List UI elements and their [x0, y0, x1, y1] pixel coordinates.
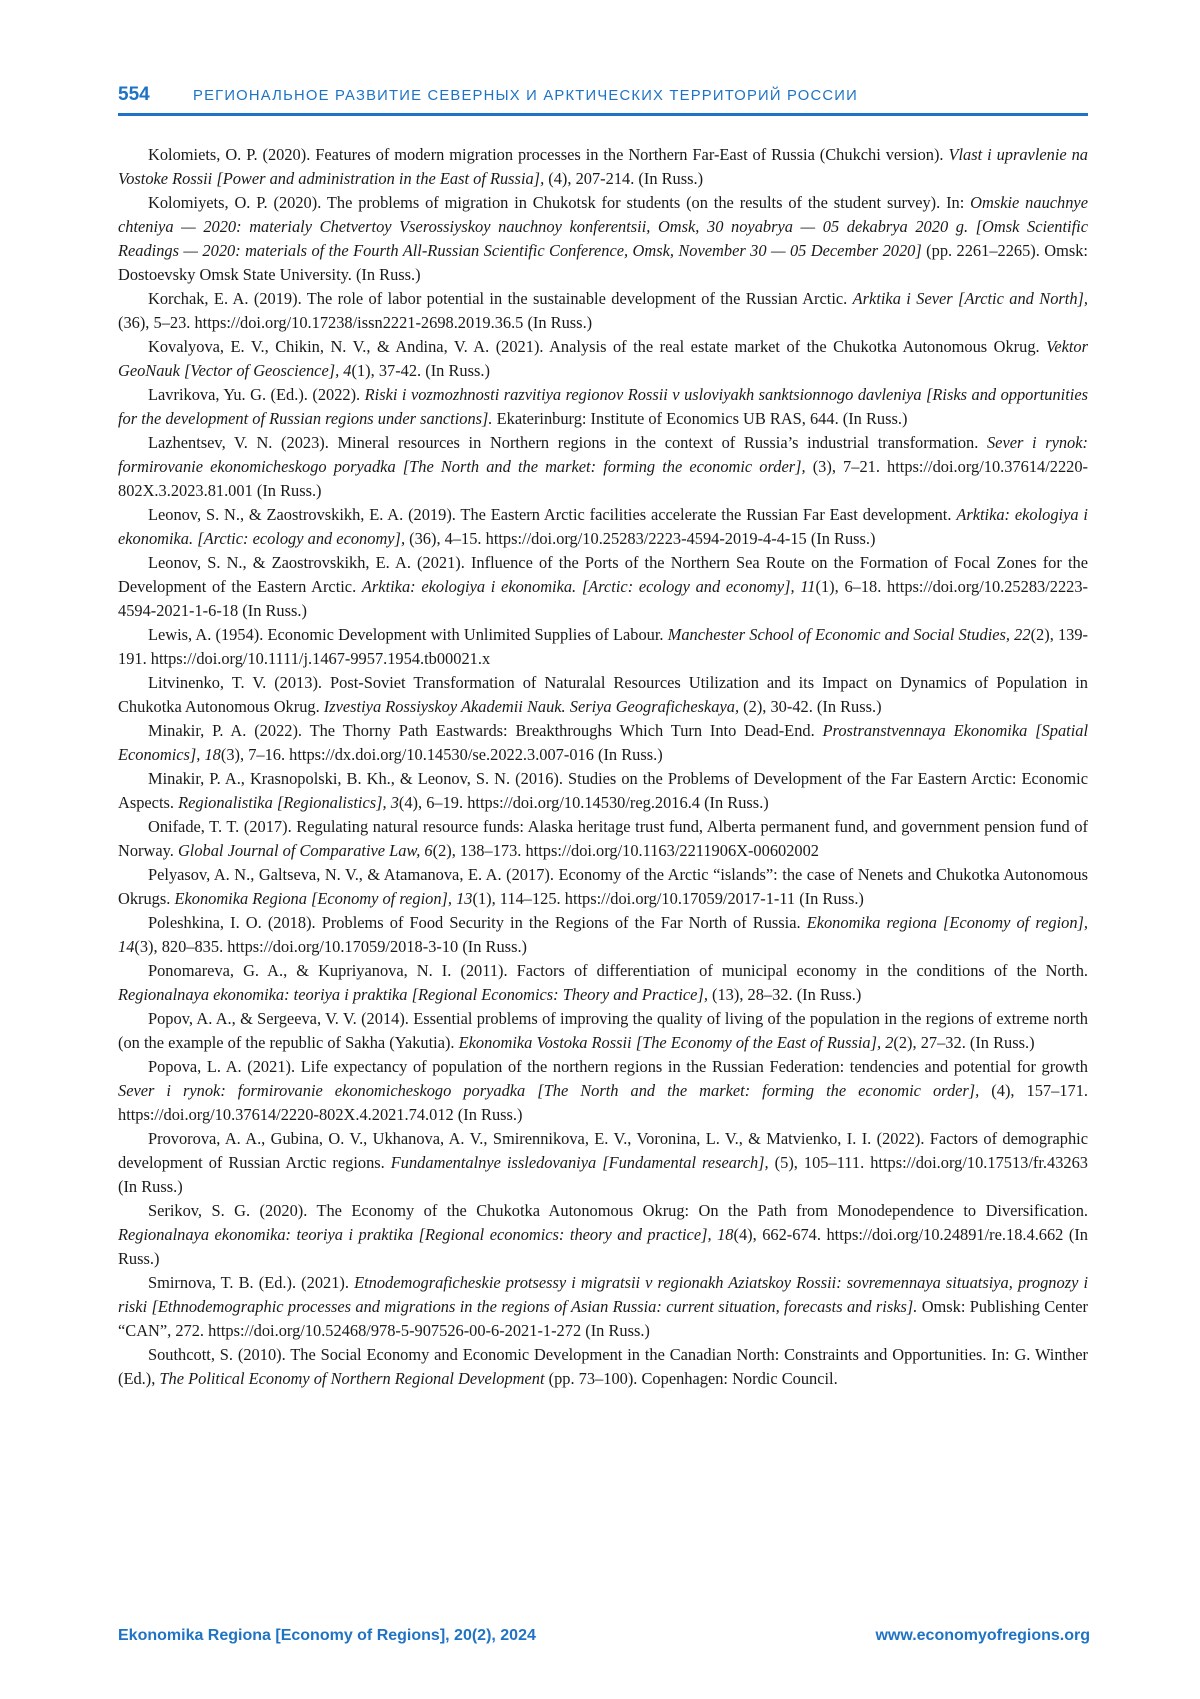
reference-text: Lazhentsev, V. N. (2023). Mineral resources in Northern regions in the context of Russia’s industrial transformation. — [148, 433, 987, 452]
reference-text: Southcott, S. (2010). The Social Economy and Economic Development in the Canadian North: Constraints and Opportunities. In: G. Winther (Ed.), — [118, 1345, 1088, 1388]
reference-item — [118, 959, 1088, 1007]
reference-text: Leonov, S. N., & Zaostrovskikh, E. A. (2021). Influence of the Ports of the Northern Sea Route on the Formation of Focal Zones for the Development of the Eastern Arctic. — [118, 553, 1088, 596]
reference-source: Arktika i Sever [Arctic and North], — [852, 289, 1088, 308]
reference-item — [118, 1271, 1088, 1343]
reference-details: (4), 662-674. https://doi.org/10.24891/re.18.4.662 (In Russ.) — [118, 1225, 1089, 1268]
reference-item — [118, 671, 1088, 719]
reference-source: Regionalnaya ekonomika: teoriya i praktika [Regional economics: theory and practice], 18 — [118, 1225, 734, 1244]
reference-details: (13), 28–32. (In Russ.) — [707, 985, 862, 1004]
reference-source: Ekonomika Vostoka Rossii [The Economy of the East of Russia], 2 — [458, 1033, 894, 1052]
reference-text: Smirnova, T. B. (Ed.). (2021). — [148, 1273, 355, 1292]
reference-source: The Political Economy of Northern Regional Development — [159, 1369, 545, 1388]
reference-details: (1), 6–18. https://doi.org/10.25283/2223-4594-2021-1-6-18 (In Russ.) — [118, 577, 1089, 620]
reference-text: Serikov, S. G. (2020). The Economy of the Chukotka Autonomous Okrug: On the Path from Monodependence to Diversification. — [148, 1201, 1088, 1220]
reference-text: Litvinenko, T. V. (2013). Post-Soviet Transformation of Naturalal Resources Utilization and its Impact on Dynamics of Population in Chukotka Autonomous Okrug. — [118, 673, 1088, 716]
reference-details: (5), 105–111. https://doi.org/10.17513/fr.43263 (In Russ.) — [118, 1153, 1088, 1196]
reference-item — [118, 1127, 1088, 1199]
reference-text: Minakir, P. A., Krasnopolski, B. Kh., & Leonov, S. N. (2016). Studies on the Problems of Development of the Far Eastern Arctic: Economic Aspects. — [118, 769, 1088, 812]
reference-source: Omskie nauchnye chteniya — 2020: materialy Chetvertoy Vserossiyskoy nauchnoy konferentsii, Omsk, 30 noyabrya — 05 dekabrya 2020 g. [Omsk Scientific Readings — 2020: materials of the Fourth All-Russian Scientific Conference, Omsk, November 30 — 05 December 2020] — [118, 193, 1088, 260]
reference-text: Provorova, A. A., Gubina, O. V., Ukhanova, A. V., Smirennikova, E. V., Voronina, L. V., & Matvienko, I. I. (2022). Factors of demographic development of Russian Arctic regions. — [118, 1129, 1088, 1172]
reference-text: Onifade, T. T. (2017). Regulating natural resource funds: Alaska heritage trust fund, Alberta permanent fund, and government pension fund of Norway. — [118, 817, 1088, 860]
reference-details: (36), 4–15. https://doi.org/10.25283/2223-4594-2019-4-4-15 (In Russ.) — [405, 529, 876, 548]
reference-item — [118, 143, 1088, 191]
reference-source: Vlast i upravlenie na Vostoke Rossii [Power and administration in the East of Russia], — [118, 145, 1088, 188]
reference-source: Etnodemograficheskie protsessy i migratsii v regionakh Aziatskoy Rossii: sovremennaya situatsiya, prognozy i riski [Ethnodemographic processes and migrations in the regions of Asian Russia: current situation, forecasts and risks]. — [118, 1273, 1088, 1316]
reference-text: Kolomiyets, O. P. (2020). The problems of migration in Chukotsk for students (on the results of the student survey). In: — [148, 193, 971, 212]
reference-item — [118, 191, 1088, 287]
reference-details: (4), 157–171. https://doi.org/10.37614/2220-802X.4.2021.74.012 (In Russ.) — [118, 1081, 1089, 1124]
running-title: РЕГИОНАЛЬНОЕ РАЗВИТИЕ СЕВЕРНЫХ И АРКТИЧЕСКИХ ТЕРРИТОРИЙ РОССИИ — [193, 88, 858, 104]
reference-source: Fundamentalnye issledovaniya [Fundamental research], — [390, 1153, 769, 1172]
reference-item — [118, 1343, 1088, 1391]
reference-details: (36), 5–23. https://doi.org/10.17238/issn2221-2698.2019.36.5 (In Russ.) — [118, 313, 593, 332]
reference-source: Riski i vozmozhnosti razvitiya regionov Rossii v usloviyakh sanktsionnogo davleniya [Risks and opportunities for the development of Russian regions under sanctions]. — [118, 385, 1088, 428]
reference-details: (2), 138–173. https://doi.org/10.1163/2211906X-00602002 — [432, 841, 819, 860]
reference-text: Lewis, A. (1954). Economic Development with Unlimited Supplies of Labour. — [148, 625, 668, 644]
reference-item — [118, 431, 1088, 503]
reference-details: (1), 114–125. https://doi.org/10.17059/2017-1-11 (In Russ.) — [472, 889, 864, 908]
reference-source: Regionalistika [Regionalistics], 3 — [178, 793, 399, 812]
reference-list — [118, 143, 1088, 1391]
reference-item — [118, 767, 1088, 815]
reference-source: Izvestiya Rossiyskoy Akademii Nauk. Seriya Geograficheskaya, — [323, 697, 740, 716]
reference-item — [118, 551, 1088, 623]
journal-website: www.economyofregions.org — [875, 1627, 1090, 1644]
reference-source: Manchester School of Economic and Social Studies, 22 — [667, 625, 1031, 644]
reference-source: Vektor GeoNauk [Vector of Geoscience], 4 — [118, 337, 1088, 380]
reference-details: Omsk: Publishing Center “CAN”, 272. https://doi.org/10.52468/978-5-907526-00-6-2021-1-272 (In Russ.) — [118, 1297, 1088, 1340]
reference-item — [118, 1199, 1088, 1271]
reference-details: (2), 30-42. (In Russ.) — [739, 697, 882, 716]
reference-text: Popova, L. A. (2021). Life expectancy of population of the northern regions in the Russian Federation: tendencies and potential for growth — [148, 1057, 1088, 1076]
reference-item — [118, 815, 1088, 863]
reference-item — [118, 863, 1088, 911]
reference-item — [118, 335, 1088, 383]
reference-text: Leonov, S. N., & Zaostrovskikh, E. A. (2019). The Eastern Arctic facilities accelerate the Russian Far East development. — [148, 505, 957, 524]
reference-item — [118, 287, 1088, 335]
reference-source: Prostranstvennaya Ekonomika [Spatial Economics], 18 — [118, 721, 1089, 764]
page-header — [118, 83, 1088, 116]
reference-item — [118, 623, 1088, 671]
reference-text: Pelyasov, A. N., Galtseva, N. V., & Atamanova, E. A. (2017). Economy of the Arctic “islands”: the case of Nenets and Chukotka Autonomous Okrugs. — [118, 865, 1088, 908]
reference-item — [118, 911, 1088, 959]
reference-details: (3), 7–16. https://dx.doi.org/10.14530/se.2022.3.007-016 (In Russ.) — [220, 745, 663, 764]
reference-source: Ekonomika Regiona [Economy of region], 13 — [174, 889, 473, 908]
reference-source: Sever i rynok: formirovanie ekonomicheskogo poryadka [The North and the market: forming the economic order], — [118, 433, 1088, 476]
reference-text: Popov, A. A., & Sergeeva, V. V. (2014). Essential problems of improving the quality of living of the population in the regions of extreme north (on the example of the republic of Sakha (Yakutia). — [118, 1009, 1088, 1052]
reference-source: Regionalnaya ekonomika: teoriya i praktika [Regional Economics: Theory and Practice], — [118, 985, 708, 1004]
reference-details: (1), 37-42. (In Russ.) — [351, 361, 490, 380]
reference-text: Kolomiets, O. P. (2020). Features of modern migration processes in the Northern Far-East of Russia (Chukchi version). — [148, 145, 949, 164]
reference-details: (pp. 2261–2265). Omsk: Dostoevsky Omsk State University. (In Russ.) — [118, 241, 1088, 284]
reference-item — [118, 719, 1088, 767]
reference-text: Korchak, E. A. (2019). The role of labor potential in the sustainable development of the Russian Arctic. — [148, 289, 853, 308]
reference-details: (3), 820–835. https://doi.org/10.17059/2018-3-10 (In Russ.) — [134, 937, 527, 956]
reference-item — [118, 383, 1088, 431]
reference-item — [118, 1055, 1088, 1127]
reference-text: Minakir, P. A. (2022). The Thorny Path Eastwards: Breakthroughs Which Turn Into Dead-End. — [148, 721, 823, 740]
reference-text: Poleshkina, I. O. (2018). Problems of Food Security in the Regions of the Far North of Russia. — [148, 913, 807, 932]
reference-details: (4), 6–19. https://doi.org/10.14530/reg.2016.4 (In Russ.) — [398, 793, 769, 812]
reference-details: (pp. 73–100). Copenhagen: Nordic Council. — [544, 1369, 838, 1388]
reference-details: (3), 7–21. https://doi.org/10.37614/2220-802X.3.2023.81.001 (In Russ.) — [118, 457, 1089, 500]
reference-item — [118, 1007, 1088, 1055]
reference-item — [118, 503, 1088, 551]
reference-details: (2), 27–32. (In Russ.) — [893, 1033, 1035, 1052]
reference-text: Lavrikova, Yu. G. (Ed.). (2022). — [148, 385, 365, 404]
reference-source: Sever i rynok: formirovanie ekonomicheskogo poryadka [The North and the market: forming the economic order], — [118, 1081, 980, 1100]
reference-text: Kovalyova, E. V., Chikin, N. V., & Andina, V. A. (2021). Analysis of the real estate market of the Chukotka Autonomous Okrug. — [148, 337, 1047, 356]
reference-source: Arktika: ekologiya i ekonomika. [Arctic: ecology and economy], — [118, 505, 1088, 548]
page-number: 554 — [118, 84, 150, 105]
reference-source: Global Journal of Comparative Law, 6 — [177, 841, 433, 860]
reference-source: Ekonomika regiona [Economy of region], 14 — [118, 913, 1089, 956]
reference-text: Ponomareva, G. A., & Kupriyanova, N. I. (2011). Factors of differentiation of municipal economy in the conditions of the North. — [148, 961, 1088, 980]
journal-citation: Ekonomika Regiona [Economy of Regions], 20(2), 2024 — [118, 1627, 536, 1644]
reference-details: (2), 139-191. https://doi.org/10.1111/j.1467-9957.1954.tb00021.x — [118, 625, 1089, 668]
reference-details: Ekaterinburg: Institute of Economics UB RAS, 644. (In Russ.) — [492, 409, 908, 428]
reference-details: (4), 207-214. (In Russ.) — [544, 169, 704, 188]
reference-source: Arktika: ekologiya i ekonomika. [Arctic: ecology and economy], 11 — [361, 577, 816, 596]
